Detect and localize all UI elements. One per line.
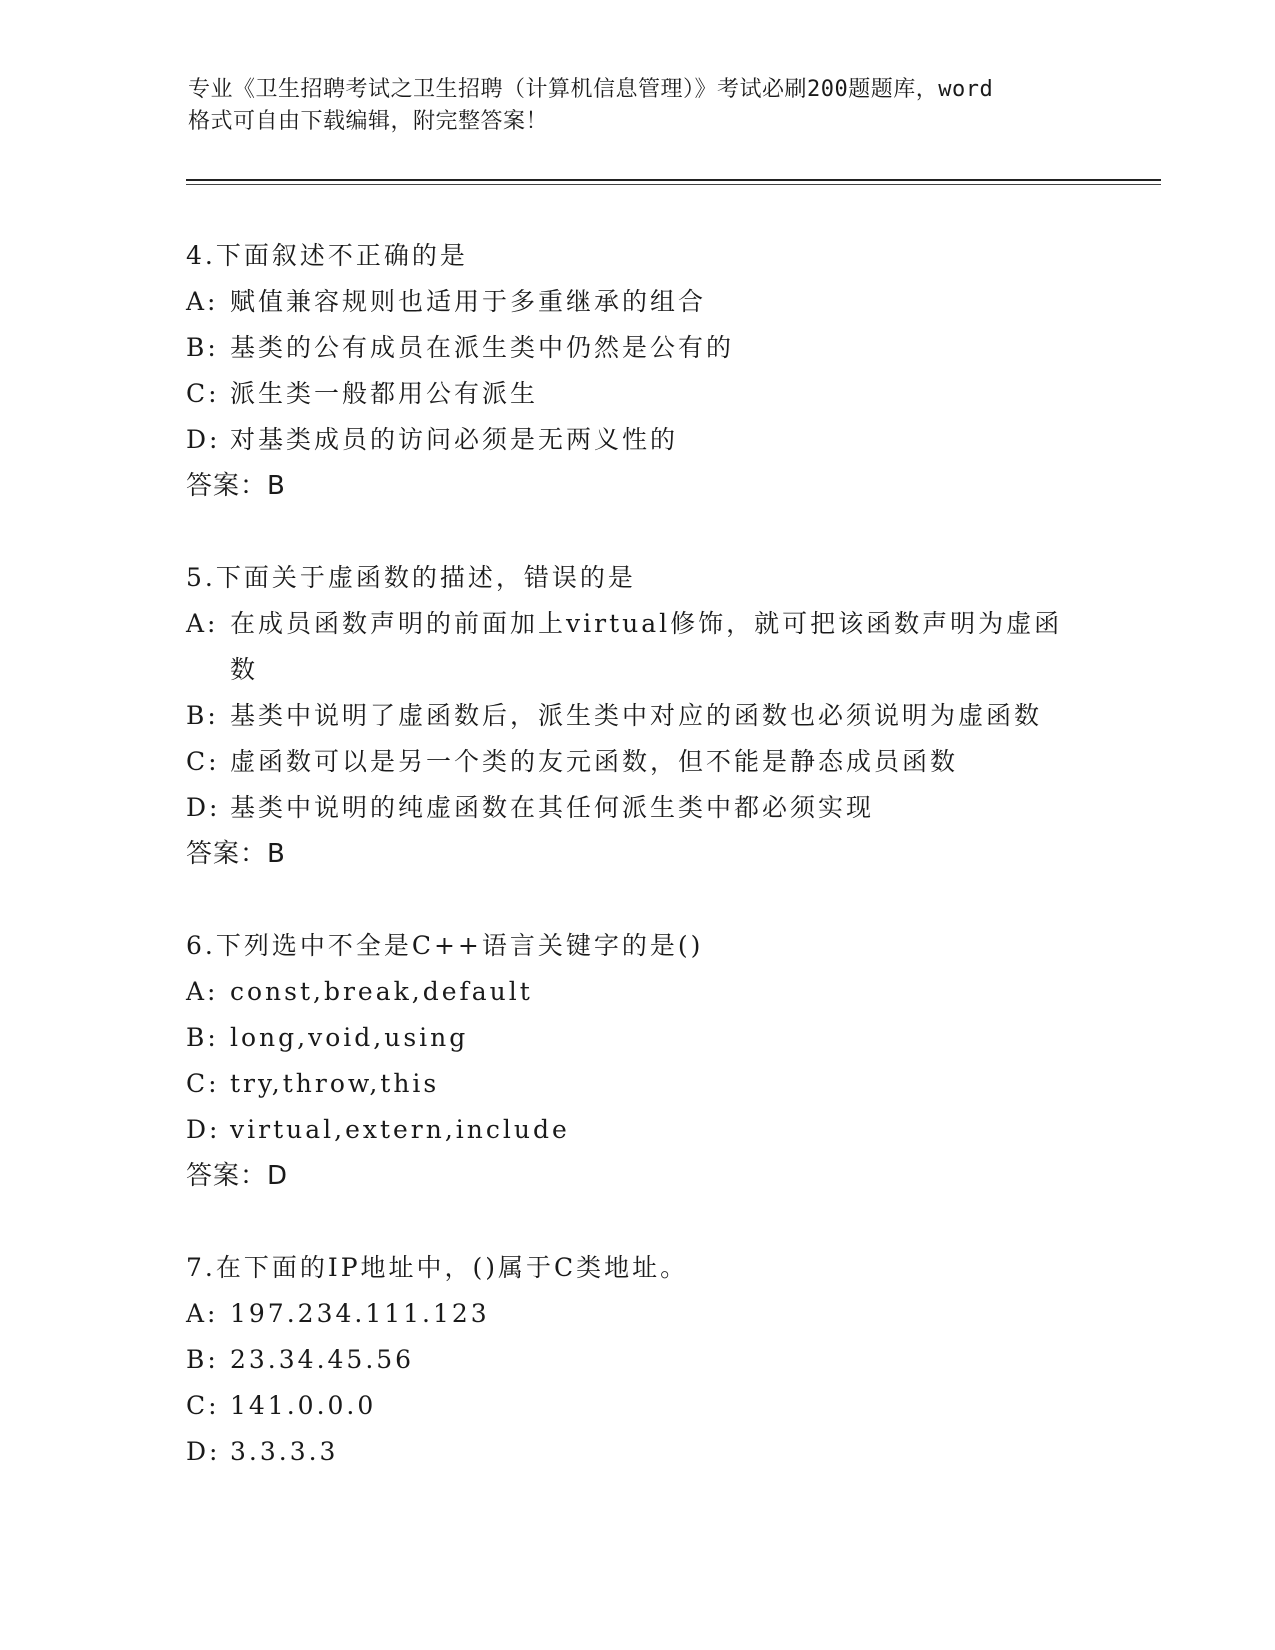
question-list xyxy=(186,233,1086,1521)
answer-text: 答案：B xyxy=(186,471,286,501)
option-b xyxy=(186,693,1086,739)
header-divider-thick xyxy=(186,179,1161,181)
option-letter: C: xyxy=(186,379,220,408)
option-letter: A: xyxy=(186,1299,219,1328)
option-b xyxy=(186,1015,1086,1061)
header-line-1: 专业《卫生招聘考试之卫生招聘（计算机信息管理）》考试必刷200题题库，word xyxy=(188,77,994,102)
answer-text: 答案：D xyxy=(186,1161,289,1191)
option-text: 赋值兼容规则也适用于多重继承的组合 xyxy=(230,287,707,316)
option-letter: D: xyxy=(186,793,221,822)
document-header xyxy=(188,74,1088,138)
question-stem: 4.下面叙述不正确的是 xyxy=(186,241,468,270)
option-c xyxy=(186,371,1086,417)
option-d xyxy=(186,1429,1086,1475)
option-text: 对基类成员的访问必须是无两义性的 xyxy=(230,425,679,454)
header-divider-thin xyxy=(186,184,1161,185)
option-text: 派生类一般都用公有派生 xyxy=(230,379,539,408)
option-letter: C: xyxy=(186,747,220,776)
question-4 xyxy=(186,233,1086,509)
option-letter: A: xyxy=(186,609,219,638)
option-a xyxy=(186,601,1086,693)
option-a xyxy=(186,1291,1086,1337)
option-a xyxy=(186,969,1086,1015)
option-letter: D: xyxy=(186,425,221,454)
option-text: 3.3.3.3 xyxy=(230,1437,339,1466)
option-text: long,void,using xyxy=(230,1023,469,1052)
option-letter: A: xyxy=(186,287,219,316)
option-c xyxy=(186,739,1086,785)
option-text: 141.0.0.0 xyxy=(230,1391,377,1420)
option-text: 在成员函数声明的前面加上virtual修饰，就可把该函数声明为虚函数 xyxy=(230,609,1063,684)
option-letter: C: xyxy=(186,1069,220,1098)
question-stem: 6.下列选中不全是C++语言关键字的是() xyxy=(186,931,704,960)
option-letter: D: xyxy=(186,1437,221,1466)
question-7 xyxy=(186,1245,1086,1475)
question-stem: 7.在下面的IP地址中，()属于C类地址。 xyxy=(186,1253,689,1282)
option-letter: B: xyxy=(186,701,219,730)
option-text: 基类中说明了虚函数后，派生类中对应的函数也必须说明为虚函数 xyxy=(230,701,1043,730)
option-a xyxy=(186,279,1086,325)
option-c xyxy=(186,1383,1086,1429)
option-text: 基类中说明的纯虚函数在其任何派生类中都必须实现 xyxy=(230,793,875,822)
option-text: 基类的公有成员在派生类中仍然是公有的 xyxy=(230,333,735,362)
option-c xyxy=(186,1061,1086,1107)
option-d xyxy=(186,785,1086,831)
option-b xyxy=(186,325,1086,371)
option-text: try,throw,this xyxy=(230,1069,440,1098)
question-stem: 5.下面关于虚函数的描述，错误的是 xyxy=(186,563,636,592)
option-d xyxy=(186,417,1086,463)
option-letter: D: xyxy=(186,1115,221,1144)
option-letter: A: xyxy=(186,977,219,1006)
option-letter: B: xyxy=(186,1023,219,1052)
answer-text: 答案：B xyxy=(186,839,286,869)
header-line-2: 格式可自由下载编辑，附完整答案！ xyxy=(188,109,549,134)
question-5 xyxy=(186,555,1086,877)
option-text: 23.34.45.56 xyxy=(230,1345,415,1374)
option-text: const,break,default xyxy=(230,977,533,1006)
option-d xyxy=(186,1107,1086,1153)
option-letter: B: xyxy=(186,333,219,362)
option-text: 197.234.111.123 xyxy=(230,1299,490,1328)
option-letter: C: xyxy=(186,1391,220,1420)
question-6 xyxy=(186,923,1086,1199)
option-text: 虚函数可以是另一个类的友元函数，但不能是静态成员函数 xyxy=(230,747,959,776)
option-text: virtual,extern,include xyxy=(230,1115,570,1144)
option-b xyxy=(186,1337,1086,1383)
option-letter: B: xyxy=(186,1345,219,1374)
